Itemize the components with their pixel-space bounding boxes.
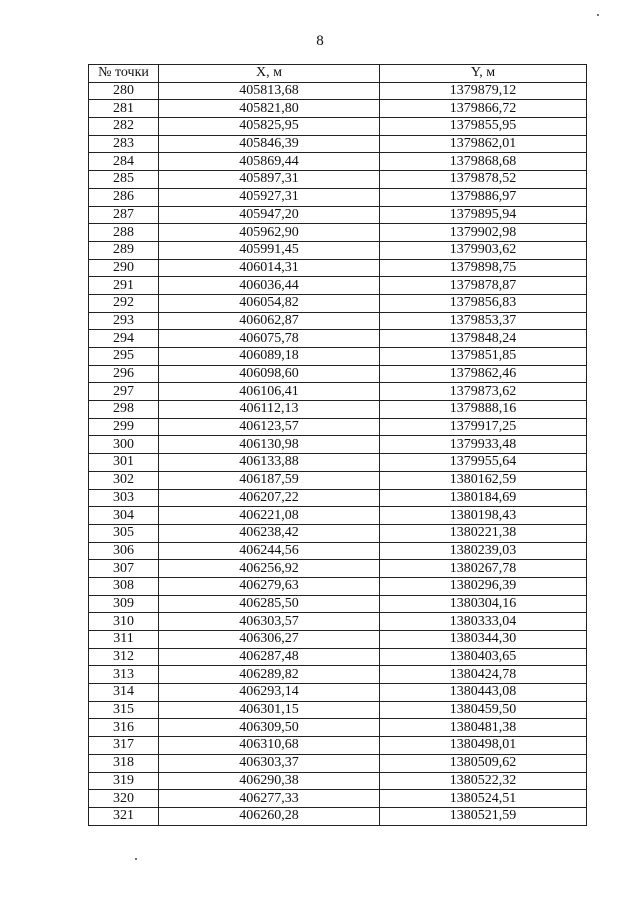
cell-point-number: 282: [89, 118, 159, 136]
cell-x: 405825,95: [159, 118, 380, 136]
table-row: [89, 489, 587, 507]
cell-x: 406075,78: [159, 330, 380, 348]
table-row: [89, 737, 587, 755]
cell-x: 405869,44: [159, 153, 380, 171]
table-row: [89, 560, 587, 578]
cell-point-number: 285: [89, 171, 159, 189]
cell-x: 406130,98: [159, 436, 380, 454]
cell-point-number: 303: [89, 489, 159, 507]
cell-y: 1380162,59: [380, 471, 587, 489]
cell-point-number: 321: [89, 807, 159, 825]
table-row: [89, 348, 587, 366]
cell-x: 406054,82: [159, 294, 380, 312]
cell-y: 1380443,08: [380, 684, 587, 702]
cell-y: 1380221,38: [380, 524, 587, 542]
cell-x: 406290,38: [159, 772, 380, 790]
cell-y: 1379898,75: [380, 259, 587, 277]
cell-y: 1380521,59: [380, 807, 587, 825]
cell-x: 406293,14: [159, 684, 380, 702]
cell-y: 1379902,98: [380, 224, 587, 242]
table-row: [89, 577, 587, 595]
cell-point-number: 314: [89, 684, 159, 702]
cell-point-number: 319: [89, 772, 159, 790]
cell-y: 1379878,87: [380, 277, 587, 295]
table-row: [89, 401, 587, 419]
cell-point-number: 290: [89, 259, 159, 277]
cell-y: 1380344,30: [380, 631, 587, 649]
cell-x: 406207,22: [159, 489, 380, 507]
column-header-y: Y, м: [380, 65, 587, 83]
table-row: [89, 294, 587, 312]
cell-y: 1379873,62: [380, 383, 587, 401]
table-row: [89, 754, 587, 772]
cell-point-number: 301: [89, 454, 159, 472]
cell-x: 406277,33: [159, 790, 380, 808]
cell-y: 1380509,62: [380, 754, 587, 772]
cell-x: 405813,68: [159, 82, 380, 100]
cell-point-number: 305: [89, 524, 159, 542]
table-row: [89, 153, 587, 171]
cell-x: 405947,20: [159, 206, 380, 224]
cell-point-number: 294: [89, 330, 159, 348]
cell-point-number: 310: [89, 613, 159, 631]
table-row: [89, 241, 587, 259]
cell-y: 1380296,39: [380, 577, 587, 595]
cell-point-number: 288: [89, 224, 159, 242]
cell-y: 1379866,72: [380, 100, 587, 118]
scan-speck: [597, 14, 599, 16]
table-row: [89, 613, 587, 631]
cell-point-number: 292: [89, 294, 159, 312]
cell-y: 1379886,97: [380, 188, 587, 206]
table-row: [89, 790, 587, 808]
cell-x: 406014,31: [159, 259, 380, 277]
table-row: [89, 648, 587, 666]
cell-x: 405821,80: [159, 100, 380, 118]
table-row: [89, 277, 587, 295]
cell-y: 1379879,12: [380, 82, 587, 100]
column-header-x: X, м: [159, 65, 380, 83]
cell-point-number: 286: [89, 188, 159, 206]
table-row: [89, 471, 587, 489]
table-row: [89, 224, 587, 242]
table-row: [89, 631, 587, 649]
table-row: [89, 418, 587, 436]
cell-y: 1379853,37: [380, 312, 587, 330]
cell-point-number: 281: [89, 100, 159, 118]
table-row: [89, 365, 587, 383]
cell-y: 1380184,69: [380, 489, 587, 507]
column-header-point-number: № точки: [89, 65, 159, 83]
table-row: [89, 807, 587, 825]
cell-y: 1379862,46: [380, 365, 587, 383]
cell-x: 406285,50: [159, 595, 380, 613]
table-row: [89, 171, 587, 189]
cell-y: 1379955,64: [380, 454, 587, 472]
cell-x: 406289,82: [159, 666, 380, 684]
cell-point-number: 306: [89, 542, 159, 560]
cell-x: 406301,15: [159, 701, 380, 719]
cell-x: 406310,68: [159, 737, 380, 755]
cell-point-number: 311: [89, 631, 159, 649]
cell-point-number: 296: [89, 365, 159, 383]
table-row: [89, 118, 587, 136]
cell-point-number: 291: [89, 277, 159, 295]
cell-y: 1379917,25: [380, 418, 587, 436]
cell-y: 1380522,32: [380, 772, 587, 790]
cell-point-number: 317: [89, 737, 159, 755]
table-row: [89, 206, 587, 224]
table-row: [89, 312, 587, 330]
cell-point-number: 280: [89, 82, 159, 100]
cell-y: 1380403,65: [380, 648, 587, 666]
cell-point-number: 315: [89, 701, 159, 719]
cell-x: 406309,50: [159, 719, 380, 737]
cell-y: 1379888,16: [380, 401, 587, 419]
table-row: [89, 454, 587, 472]
cell-x: 406098,60: [159, 365, 380, 383]
cell-y: 1379855,95: [380, 118, 587, 136]
cell-point-number: 307: [89, 560, 159, 578]
cell-x: 406256,92: [159, 560, 380, 578]
table-row: [89, 524, 587, 542]
cell-x: 406287,48: [159, 648, 380, 666]
cell-point-number: 289: [89, 241, 159, 259]
cell-x: 406089,18: [159, 348, 380, 366]
cell-x: 406221,08: [159, 507, 380, 525]
cell-point-number: 298: [89, 401, 159, 419]
cell-y: 1379903,62: [380, 241, 587, 259]
cell-point-number: 316: [89, 719, 159, 737]
cell-y: 1379856,83: [380, 294, 587, 312]
cell-x: 406123,57: [159, 418, 380, 436]
cell-x: 405962,90: [159, 224, 380, 242]
cell-y: 1379878,52: [380, 171, 587, 189]
cell-y: 1380498,01: [380, 737, 587, 755]
cell-point-number: 308: [89, 577, 159, 595]
cell-y: 1379862,01: [380, 135, 587, 153]
cell-x: 406260,28: [159, 807, 380, 825]
cell-y: 1380524,51: [380, 790, 587, 808]
cell-x: 406133,88: [159, 454, 380, 472]
table-row: [89, 595, 587, 613]
cell-y: 1379933,48: [380, 436, 587, 454]
table-row: [89, 330, 587, 348]
cell-point-number: 309: [89, 595, 159, 613]
cell-x: 406279,63: [159, 577, 380, 595]
table-row: [89, 507, 587, 525]
cell-point-number: 302: [89, 471, 159, 489]
table-row: [89, 701, 587, 719]
cell-x: 406112,13: [159, 401, 380, 419]
cell-y: 1380459,50: [380, 701, 587, 719]
cell-y: 1380198,43: [380, 507, 587, 525]
cell-y: 1380267,78: [380, 560, 587, 578]
cell-point-number: 295: [89, 348, 159, 366]
table-row: [89, 135, 587, 153]
table-row: [89, 666, 587, 684]
table-row: [89, 100, 587, 118]
cell-point-number: 287: [89, 206, 159, 224]
cell-point-number: 293: [89, 312, 159, 330]
cell-point-number: 312: [89, 648, 159, 666]
cell-point-number: 284: [89, 153, 159, 171]
coordinates-table: [88, 64, 587, 826]
cell-point-number: 304: [89, 507, 159, 525]
cell-point-number: 318: [89, 754, 159, 772]
cell-point-number: 300: [89, 436, 159, 454]
cell-point-number: 320: [89, 790, 159, 808]
cell-point-number: 297: [89, 383, 159, 401]
table-row: [89, 188, 587, 206]
table-row: [89, 259, 587, 277]
cell-y: 1379868,68: [380, 153, 587, 171]
cell-y: 1379851,85: [380, 348, 587, 366]
cell-x: 405991,45: [159, 241, 380, 259]
cell-y: 1379848,24: [380, 330, 587, 348]
cell-x: 406303,57: [159, 613, 380, 631]
cell-x: 406106,41: [159, 383, 380, 401]
cell-x: 406244,56: [159, 542, 380, 560]
table-row: [89, 719, 587, 737]
cell-point-number: 313: [89, 666, 159, 684]
table-row: [89, 684, 587, 702]
table-row: [89, 542, 587, 560]
cell-y: 1380333,04: [380, 613, 587, 631]
cell-y: 1380239,03: [380, 542, 587, 560]
table-header-row: [89, 65, 587, 83]
cell-x: 405897,31: [159, 171, 380, 189]
cell-y: 1379895,94: [380, 206, 587, 224]
cell-x: 406238,42: [159, 524, 380, 542]
cell-point-number: 283: [89, 135, 159, 153]
table-body: [89, 82, 587, 825]
cell-x: 406303,37: [159, 754, 380, 772]
cell-x: 406187,59: [159, 471, 380, 489]
table-row: [89, 383, 587, 401]
cell-x: 406062,87: [159, 312, 380, 330]
table-row: [89, 82, 587, 100]
cell-x: 406306,27: [159, 631, 380, 649]
cell-y: 1380481,38: [380, 719, 587, 737]
cell-y: 1380304,16: [380, 595, 587, 613]
cell-x: 405927,31: [159, 188, 380, 206]
scan-speck: [135, 858, 137, 860]
cell-point-number: 299: [89, 418, 159, 436]
table-row: [89, 436, 587, 454]
page-number: 8: [316, 33, 324, 49]
cell-x: 406036,44: [159, 277, 380, 295]
cell-y: 1380424,78: [380, 666, 587, 684]
table-row: [89, 772, 587, 790]
cell-x: 405846,39: [159, 135, 380, 153]
